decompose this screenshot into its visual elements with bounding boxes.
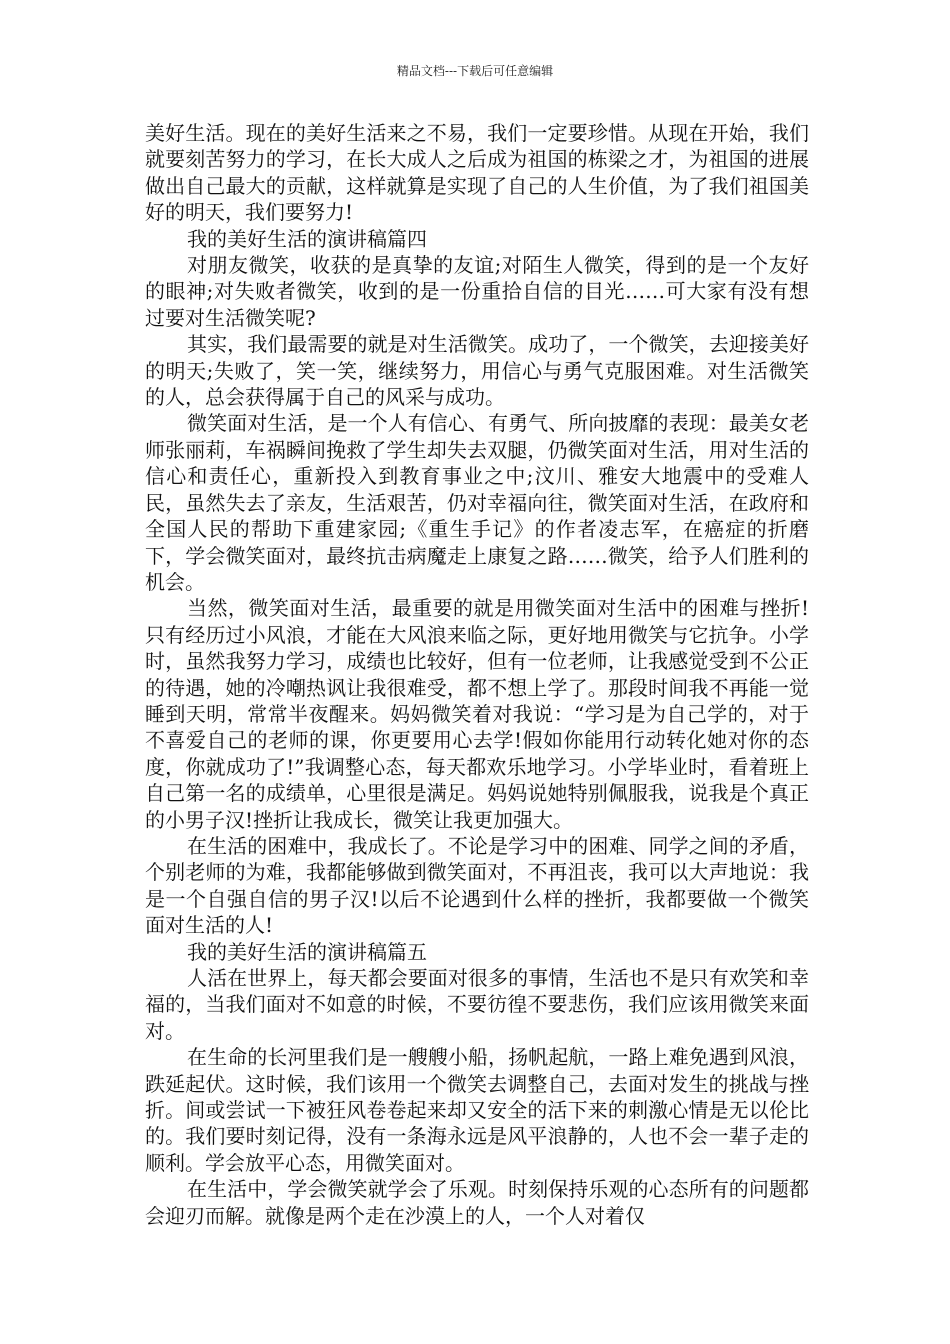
paragraph: 当然，微笑面对生活，最重要的就是用微笑面对生活中的困难与挫折!只有经历过小风浪，才能在大风浪来临之际，更好地用微笑与它抗争。小学时，虽然我努力学习，成绩也比较好，但有一位老师，让我感觉受到不公正的待遇，她的冷嘲热讽让我很难受，都不想上学了。那段时间我不再能一觉睡到天明，常常半夜醒来。妈妈微笑着对我说：“学习是为自己学的，对于不喜爱自己的老师的课，你更要用心去学!假如你能用行动转化她对你的态度，你就成功了!”我调整心态，每天都欢乐地学习。小学毕业时，看着班上自己第一名的成绩单，心里很是满足。妈妈说她特别佩服我，说我是个真正的小男子汉!挫折让我成长，微笑让我更加强大。 — [145, 596, 809, 832]
paragraph: 对朋友微笑，收获的是真挚的友谊;对陌生人微笑，得到的是一个友好的眼神;对失败者微笑，收到的是一份重拾自信的目光……可大家有没有想过要对生活微笑呢? — [145, 253, 809, 330]
document-body — [145, 120, 809, 1229]
section-heading-four: 我的美好生活的演讲稿篇四 — [187, 226, 427, 251]
paragraph: 在生命的长河里我们是一艘艘小船，扬帆起航，一路上难免遇到风浪，跌延起伏。这时候，我们该用一个微笑去调整自己，去面对发生的挑战与挫折。间或尝试一下被狂风卷卷起来却又安全的活下来的刺激心情是无以伦比的。我们要时刻记得，没有一条海永远是风平浪静的，人也不会一辈子走的顺利。学会放平心态，用微笑面对。 — [145, 1045, 809, 1175]
paragraph: 在生活的困难中，我成长了。不论是学习中的困难、同学之间的矛盾，个别老师的为难，我都能够做到微笑面对，不再沮丧，我可以大声地说：我是一个自强自信的男子汉!以后不论遇到什么样的挫折，我都要做一个微笑面对生活的人! — [145, 833, 809, 938]
paragraph-truncated: 在生活中，学会微笑就学会了乐观。时刻保持乐观的心态所有的问题都会迎刃而解。就像是两个走在沙漠上的人，一个人对着仅 — [145, 1177, 809, 1228]
paragraph: 其实，我们最需要的就是对生活微笑。成功了，一个微笑，去迎接美好的明天;失败了，笑一笑，继续努力，用信心与勇气克服困难。对生活微笑的人，总会获得属于自己的风采与成功。 — [145, 332, 809, 410]
section-heading-five: 我的美好生活的演讲稿篇五 — [187, 939, 427, 964]
paragraph-continuation: 美好生活。现在的美好生活来之不易，我们一定要珍惜。从现在开始，我们就要刻苦努力的学习，在长大成人之后成为祖国的栋梁之才，为祖国的进展做出自己最大的贡献，这样就算是实现了自己的人生价值，为了我们祖国美好的明天，我们要努力! — [145, 121, 809, 225]
paragraph: 人活在世界上，每天都会要面对很多的事情，生活也不是只有欢笑和幸福的，当我们面对不如意的时候，不要彷徨不要悲伤，我们应该用微笑来面对。 — [145, 966, 809, 1043]
paragraph: 微笑面对生活，是一个人有信心、有勇气、所向披靡的表现：最美女老师张丽莉，车祸瞬间挽救了学生却失去双腿，仍微笑面对生活，用对生活的信心和责任心，重新投入到教育事业之中;汶川、雅安大地震中的受难人民，虽然失去了亲友，生活艰苦，仍对幸福向往，微笑面对生活，在政府和全国人民的帮助下重建家园;《重生手记》的作者凌志军，在癌症的折磨下，学会微笑面对，最终抗击病魔走上康复之路……微笑，给予人们胜利的机会。 — [145, 411, 809, 594]
page-header: 精品文档---下载后可任意编辑 — [396, 64, 554, 78]
